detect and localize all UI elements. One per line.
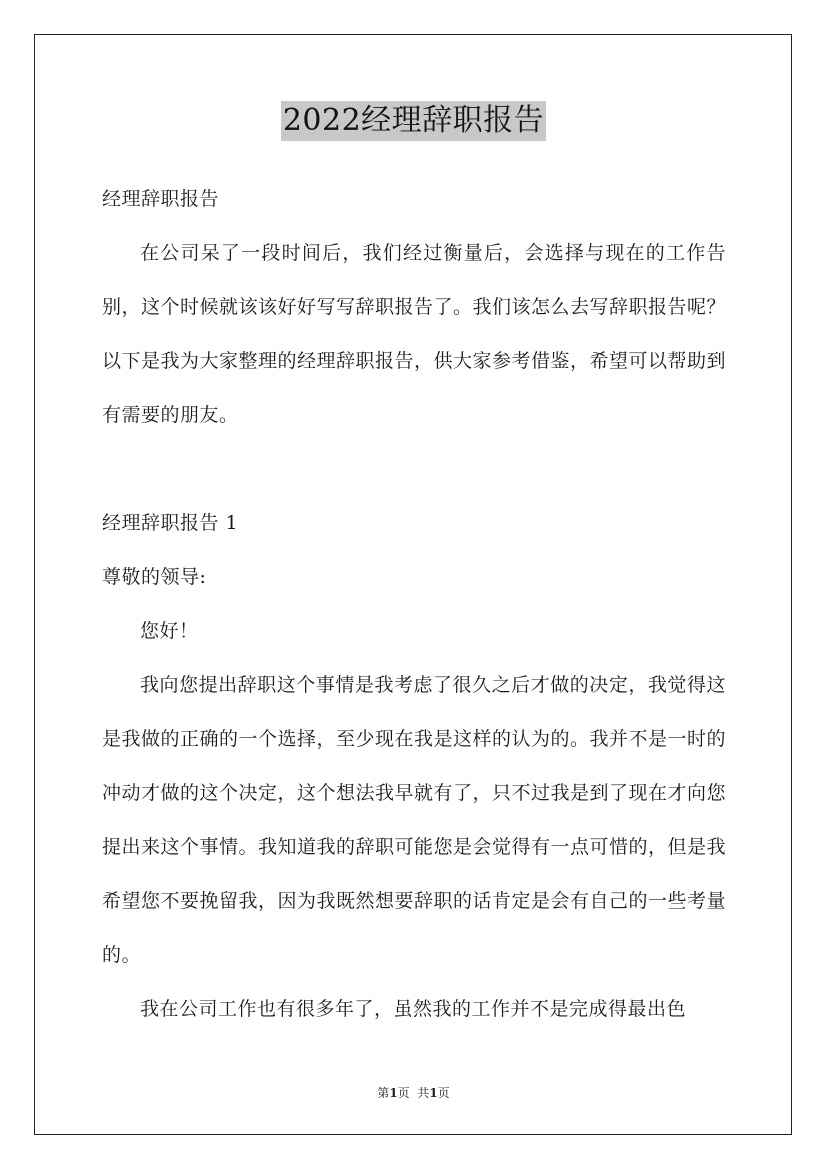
footer-label-mid: 页 共 [397, 1086, 430, 1100]
intro-paragraph: 在公司呆了一段时间后，我们经过衡量后，会选择与现在的工作告别，这个时候就该该好好写写辞职报告了。我们该怎么去写辞职报告呢？以下是我为大家整理的经理辞职报告，供大家参考借鉴，希望可以帮助到有需要的朋友。 [102, 242, 727, 426]
page-footer [0, 1084, 827, 1101]
salutation: 尊敬的领导: [102, 566, 207, 588]
subtitle: 经理辞职报告 [102, 188, 220, 210]
document-body [102, 172, 726, 1036]
greeting: 您好！ [140, 620, 199, 642]
total-pages: 1 [429, 1086, 438, 1100]
spacer [102, 442, 726, 496]
footer-label-post: 页 [437, 1086, 450, 1100]
page-number: 1 [389, 1086, 398, 1100]
body-paragraph-1: 我向您提出辞职这个事情是我考虑了很久之后才做的决定，我觉得这是我做的正确的一个选择，至少现在我是这样的认为的。我并不是一时的冲动才做的这个决定，这个想法我早就有了，只不过我是到了现在才向您提出来这个事情。我知道我的辞职可能您是会觉得有一点可惜的，但是我希望您不要挽留我，因为我既然想要辞职的话肯定是会有自己的一些考量的。 [102, 674, 727, 966]
document-title: 2022经理辞职报告 [281, 101, 546, 141]
body-paragraph-2: 我在公司工作也有很多年了，虽然我的工作并不是完成得最出色 [140, 998, 687, 1020]
section-heading: 经理辞职报告 1 [102, 512, 239, 534]
title-container [0, 101, 827, 141]
footer-label-pre: 第 [377, 1086, 390, 1100]
